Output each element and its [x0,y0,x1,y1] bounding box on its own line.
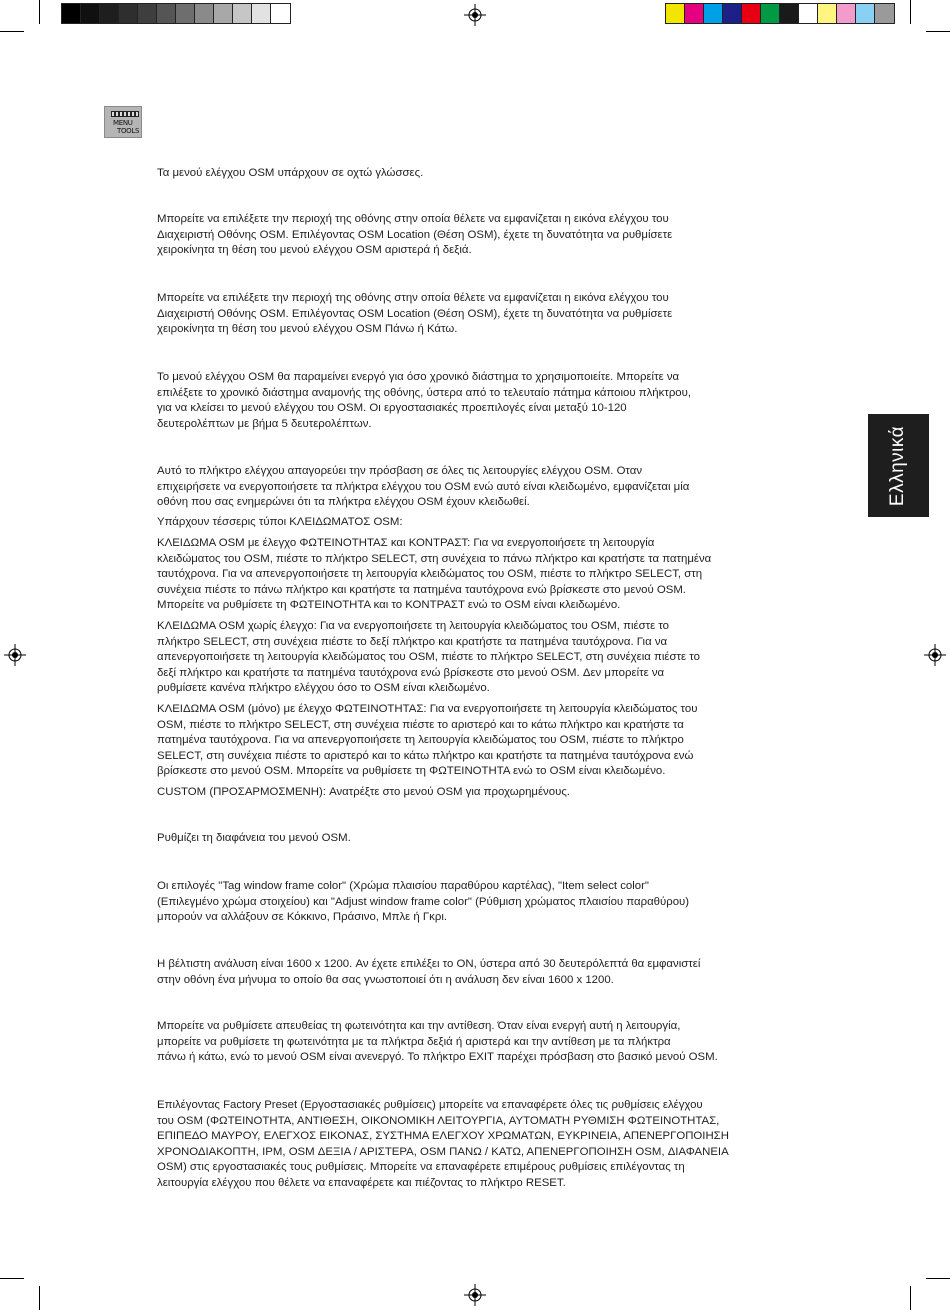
gray-swatch [157,4,176,23]
crop-mark [39,1286,40,1310]
grayscale-calibration-bar [61,3,291,24]
color-swatch [780,4,799,23]
paragraph-osm-color: Οι επιλογές "Tag window frame color" (Χρώμα πλαισίου παραθύρου καρτέλας), "Item select color" (Επιλεγμένο χρώμα στοιχείου) και "Adjust window frame color" (Ρύθμιση χρώματος πλαισίου παραθύρου) μπορούν να αλλάξουν σε Κόκκινο, Πράσινο, Μπλε ή Γκρι. [157,880,690,924]
color-swatch [723,4,742,23]
gray-swatch [138,4,157,23]
gray-swatch [195,4,214,23]
registration-mark-icon [4,644,26,666]
crop-mark [910,0,911,24]
language-side-tab [868,414,929,517]
crop-mark [0,1278,24,1279]
icon-label-tools: TOOLS [117,127,140,135]
crop-mark [910,1286,911,1310]
paragraph-osm-transparency: Ρυθμίζει τη διαφάνεια του μενού OSM. [157,832,351,844]
registration-mark-icon [464,1284,486,1306]
gray-swatch [62,4,81,23]
crop-mark [0,31,24,32]
menu-tools-icon [104,106,142,138]
menu-strip-graphic [111,111,139,117]
paragraph-lock-brightness-only: ΚΛΕΙΔΩΜΑ OSM (μόνο) με έλεγχο ΦΩΤΕΙΝΟΤΗΤΑΣ: Για να ενεργοποιήσετε τη λειτουργία κλειδώματος του OSM, πιέστε το πλήκτρο SELECT, στη συνέχεια πιέστε το αριστερό και το κάτω πλήκτρο και κρατήστε τα πατημένα ταυτόχρονα. Για να απενεργοποιήσετε τη λειτουργία κλειδώματος του OSM, πιέστε το πλήκτρο SELECT, στη συνέχεια πιέστε το αριστερό και το κάτω πλήκτρο και κρατήστε τα πατημένα ταυτόχρονα ενώ βρίσκεστε στο μενού OSM. Μπορείτε να ρυθμίσετε τη ΦΩΤΕΙΝΟΤΗΤΑ ενώ το OSM είναι κλειδωμένο. [157,703,698,778]
gray-swatch [271,4,290,23]
crop-mark [39,0,40,24]
paragraph-lock-no-control: ΚΛΕΙΔΩΜΑ OSM χωρίς έλεγχο: Για να ενεργοποιήσετε τη λειτουργία κλειδώματος του OSM, πιέστε το πλήκτρο SELECT, στη συνέχεια πιέστε το δεξί πλήκτρο και κρατήστε τα πατημένα ταυτόχρονα. Για να απενεργοποιήσετε τη λειτουργία κλειδώματος του OSM, πιέστε το πλήκτρο SELECT, στη συνέχεια πιέστε το δεξί πλήκτρο και κρατήστε τα πατημένα ταυτόχρονα ενώ βρίσκεστε στο μενού OSM. Δεν μπορείτε να ρυθμίσετε κανένα πλήκτρο ελέγχου όσο το OSM είναι κλειδωμένο. [157,620,700,695]
paragraph-osm-up-down: Μπορείτε να επιλέξετε την περιοχή της οθόνης στην οποία θέλετε να εμφανίζεται η εικόνα ελέγχου του Διαχειριστή Οθόνης OSM. Επιλέγοντας OSM Location (Θέση OSM), έχετε τη δυνατότητα να ρυθμίσετε χειροκίνητα τη θέση του μενού ελέγχου OSM Πάνω ή Κάτω. [157,292,673,336]
color-swatch [799,4,818,23]
paragraph-factory-preset: Επιλέγοντας Factory Preset (Εργοστασιακές ρυθμίσεις) μπορείτε να επαναφέρετε όλες τις ρυθμίσεις ελέγχου του OSM (ΦΩΤΕΙΝΟΤΗΤΑ, ΑΝΤΙΘΕΣΗ, ΟΙΚΟΝΟΜΙΚΗ ΛΕΙΤΟΥΡΓΙΑ, ΑΥΤΟΜΑΤΗ ΡΥΘΜΙΣΗ ΦΩΤΕΙΝΟΤΗΤΑΣ, ΕΠΙΠΕΔΟ ΜΑΥΡΟΥ, ΕΛΕΓΧΟΣ ΕΙΚΟΝΑΣ, ΣΥΣΤΗΜΑ ΕΛΕΓΧΟΥ ΧΡΩΜΑΤΩΝ, ΕΥΚΡΙΝΕΙΑ, ΑΠΕΝΕΡΓΟΠΟΙΗΣΗ ΧΡΟΝΟΔΙΑΚΟΠΤΗ, IPM, OSM ΔΕΞΙΑ / ΑΡΙΣΤΕΡΑ, OSM ΠΑΝΩ / ΚΑΤΩ, ΑΠΕΝΕΡΓΟΠΟΙΗΣΗ OSM, ΔΙΑΦΑΝΕΙΑ OSM) στις εργοστασιακές τους ρυθμίσεις. Μπορείτε να επαναφέρετε επιμέρους ρυθμίσεις επιλέγοντας τη λειτουργία ελέγχου που θέλετε να επαναφέρετε και πιέζοντας το πλήκτρο RESET. [157,1099,729,1189]
paragraph-lock-types: Υπάρχουν τέσσερις τύποι ΚΛΕΙΔΩΜΑΤΟΣ OSM: [157,516,403,528]
color-swatch [875,4,894,23]
paragraph-lock-custom: CUSTOM (ΠΡΟΣΑΡΜΟΣΜΕΝΗ): Ανατρέξτε στο μενού OSM για προχωρημένους. [157,786,570,798]
registration-mark-icon [464,4,486,26]
gray-swatch [100,4,119,23]
crop-mark [926,31,950,32]
color-swatch [818,4,837,23]
color-swatch [704,4,723,23]
crop-mark [926,1278,950,1279]
gray-swatch [119,4,138,23]
paragraph-hot-key: Μπορείτε να ρυθμίσετε απευθείας τη φωτεινότητα και την αντίθεση. Όταν είναι ενεργή αυτή η λειτουργία, μπορείτε να ρυθμίσετε τη φωτεινότητα με τα πλήκτρα δεξιά ή αριστερά και την αντίθεση με τα πλήκτρα πάνω ή κάτω, ενώ το μενού OSM είναι ανενεργό. Το πλήκτρο EXIT παρέχει πρόσβαση στο βασικό μενού OSM. [157,1020,718,1064]
gray-swatch [81,4,100,23]
gray-swatch [252,4,271,23]
color-swatch [742,4,761,23]
color-swatch [856,4,875,23]
paragraph-osm-lock-out: Αυτό το πλήκτρο ελέγχου απαγορεύει την πρόσβαση σε όλες τις λειτουργίες ελέγχου OSM. Οταν επιχειρήσετε να ενεργοποιήσετε τα πλήκτρα ελέγχου του OSM ενώ αυτό είναι κλειδωμένο, εμφανίζεται μία οθόνη που σας ενημερώνει ότι τα πλήκτρα ελέγχου OSM έχουν κλειδωθεί. [157,465,690,509]
gray-swatch [214,4,233,23]
icon-label-menu: MENU [113,119,133,127]
paragraph-resolution-notifier: Η βέλτιστη ανάλυση είναι 1600 x 1200. Αν έχετε επιλέξει το ON, ύστερα από 30 δευτερόλεπτά θα εμφανιστεί στην οθόνη ένα μήνυμα το οποίο θα σας γνωστοποιεί ότι η ανάλυση δεν είναι 1600 x 1200. [157,958,701,986]
paragraph-lock-brightness-contrast: ΚΛΕΙΔΩΜΑ OSM με έλεγχο ΦΩΤΕΙΝΟΤΗΤΑΣ και ΚΟΝΤΡΑΣΤ: Για να ενεργοποιήσετε τη λειτουργία κλειδώματος του OSM, πιέστε το πλήκτρο SELECT, στη συνέχεια το πάνω πλήκτρο και κρατήστε τα πατημένα ταυτόχρονα. Για να απενεργοποιήσετε τη λειτουργία κλειδώματος του OSM, πιέστε το πλήκτρο SELECT, στη συνέχεια πιέστε το πάνω πλήκτρο και κρατήστε τα πατημένα ταυτόχρονα ενώ βρίσκεστε στο μενού OSM. Μπορείτε να ρυθμίσετε τη ΦΩΤΕΙΝΟΤΗΤΑ και το ΚΟΝΤΡΑΣΤ ενώ το OSM είναι κλειδωμένο. [157,537,712,612]
paragraph-osm-language: Τα μενού ελέγχου OSM υπάρχουν σε οχτώ γλώσσες. [157,167,424,179]
color-swatch [666,4,685,23]
language-tab-label: Ελληνικά [887,425,909,506]
color-swatch [761,4,780,23]
registration-mark-icon [924,644,946,666]
color-calibration-bar [665,3,895,24]
paragraph-osm-turn-off: Το μενού ελέγχου OSM θα παραμείνει ενεργό για όσο χρονικό διάστημα το χρησιμοποιείτε. Μπορείτε να επιλέξετε το χρονικό διάστημα αναμονής της οθόνης, ύστερα από το τελευταίο πάτημα κάποιου πλήκτρου, για να κλείσει το μενού ελέγχου του OSM. Οι εργοστασιακές προεπιλογές είναι μεταξύ 10-120 δευτερολέπτων με βήμα 5 δευτερολέπτων. [157,371,692,430]
paragraph-osm-left-right: Μπορείτε να επιλέξετε την περιοχή της οθόνης στην οποία θέλετε να εμφανίζεται η εικόνα ελέγχου του Διαχειριστή Οθόνης OSM. Επιλέγοντας OSM Location (Θέση OSM), έχετε τη δυνατότητα να ρυθμίσετε χειροκίνητα τη θέση του μενού ελέγχου OSM αριστερά ή δεξιά. [157,213,673,257]
gray-swatch [176,4,195,23]
gray-swatch [233,4,252,23]
color-swatch [685,4,704,23]
color-swatch [837,4,856,23]
